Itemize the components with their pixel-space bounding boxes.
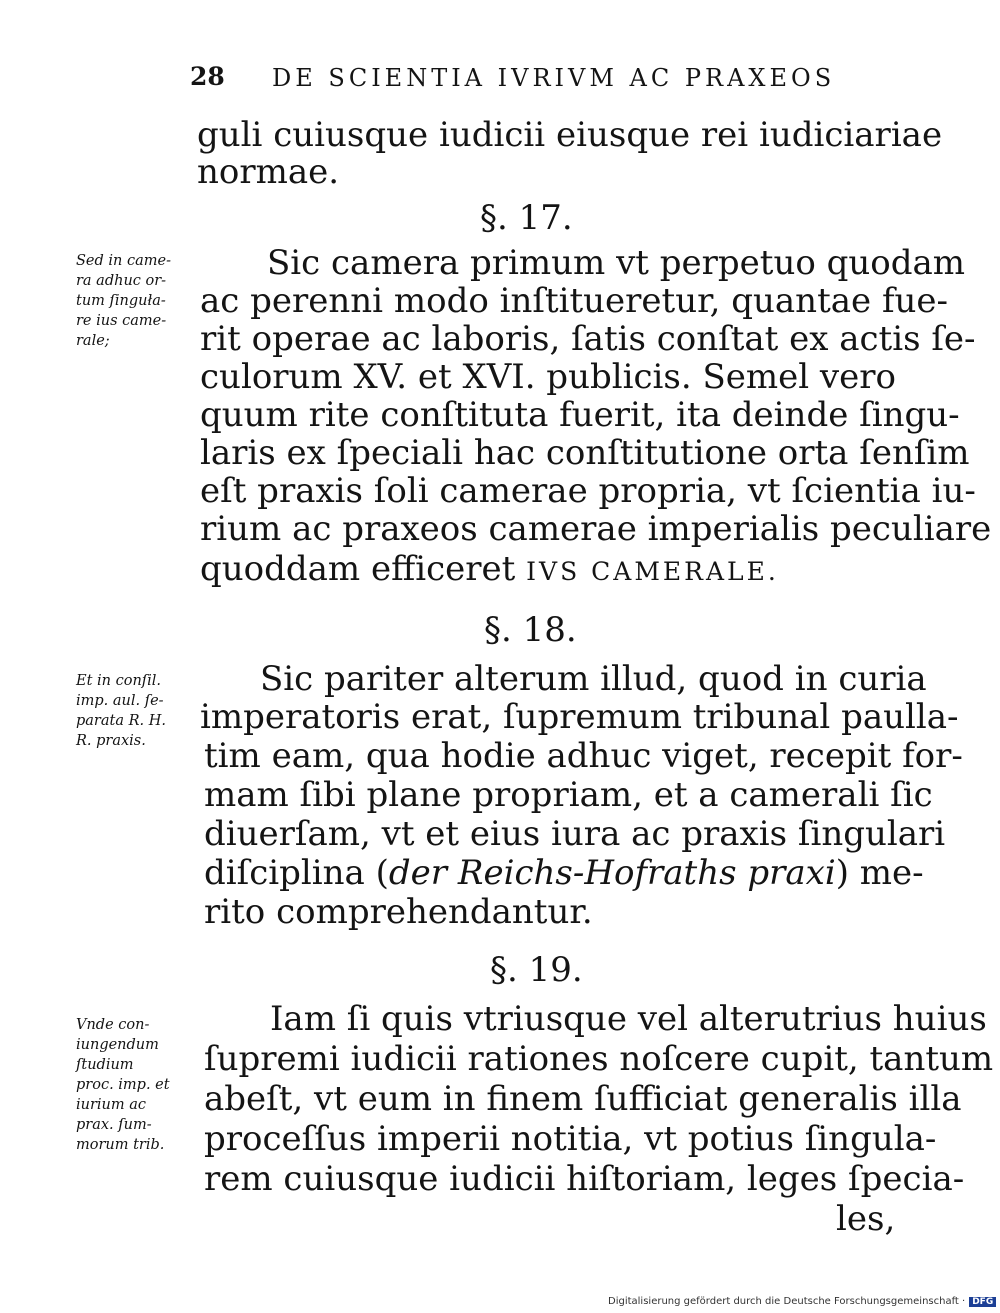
text-line: laris ex ſpeciali hac conſtitutione orta ſenſim	[200, 433, 970, 473]
section-heading: §. 19.	[490, 950, 583, 990]
margin-note-line: Vnde con-	[76, 1017, 150, 1033]
margin-note-line: Et in conſil.	[76, 673, 162, 689]
page-number: 28	[190, 62, 225, 91]
text-line: Sic pariter alterum illud, quod in curia	[260, 659, 927, 699]
text-line: les,	[836, 1199, 896, 1239]
section-heading: §. 17.	[480, 198, 573, 238]
margin-note-line: ſtudium	[76, 1057, 134, 1073]
margin-note-line: morum trib.	[76, 1137, 165, 1153]
margin-note-line: iurium ac	[76, 1097, 147, 1113]
margin-note-line: rale;	[76, 333, 110, 349]
italic-phrase: der Reichs-Hofraths praxi	[388, 853, 836, 893]
margin-note-line: parata R. H.	[76, 713, 166, 729]
text-line: Sic camera primum vt perpetuo quodam	[267, 243, 966, 283]
margin-note-line: proc. imp. et	[76, 1077, 170, 1093]
text-line: Iam ſi quis vtriusque vel alterutrius huius	[270, 999, 987, 1039]
text-line: culorum XV. et XVI. publicis. Semel vero	[200, 357, 896, 397]
text-line: quum rite conſtituta fuerit, ita deinde ſingu-	[200, 395, 960, 435]
text-line: rit operae ac laboris, ſatis conſtat ex actis ſe-	[200, 319, 976, 359]
margin-note-line: imp. aul. ſe-	[76, 693, 164, 709]
credit-text: Digitalisierung gefördert durch die Deutsche Forschungsgemeinschaft ·	[608, 1296, 966, 1307]
margin-note-line: Sed in came-	[76, 253, 171, 269]
text-run: diſciplina (	[204, 853, 389, 893]
text-line: mam ſibi plane propriam, et a camerali ſic	[204, 775, 933, 815]
text-line: imperatoris erat, ſupremum tribunal paulla-	[200, 697, 959, 737]
section-heading: §. 18.	[484, 610, 577, 650]
text-line: ſupremi iudicii rationes noſcere cupit, tantum	[204, 1039, 994, 1079]
text-line: tim eam, qua hodie adhuc viget, recepit for-	[204, 736, 963, 776]
text-line: proceſſus imperii notitia, vt potius ſingula-	[204, 1119, 937, 1159]
margin-note-line: R. praxis.	[76, 733, 146, 749]
margin-note-line: ra adhuc or-	[76, 273, 167, 289]
running-title: DE SCIENTIA IVRIVM AC PRAXEOS	[272, 64, 836, 92]
text-line: eſt praxis ſoli camerae propria, vt ſcientia iu-	[200, 471, 976, 511]
text-run: ) me-	[835, 853, 924, 893]
text-line: normae.	[197, 152, 340, 192]
text-run: quoddam efficeret	[200, 549, 527, 589]
margin-note-line: re ius came-	[76, 313, 167, 329]
text-line: ac perenni modo inſtitueretur, quantae fue-	[200, 281, 949, 321]
text-line: guli cuiusque iudicii eiusque rei iudiciariae	[197, 115, 943, 155]
text-line	[200, 550, 779, 591]
digitization-credit	[608, 1296, 996, 1307]
dfg-logo-icon: DFG	[969, 1297, 996, 1307]
text-line: rem cuiusque iudicii hiſtoriam, leges ſpecia-	[204, 1159, 965, 1199]
smallcaps-term: IVS CAMERALE.	[526, 557, 779, 586]
text-line: diuerſam, vt et eius iura ac praxis ſingulari	[204, 814, 946, 854]
text-line: rito comprehendantur.	[204, 892, 593, 932]
margin-note-line: iungendum	[76, 1037, 159, 1053]
text-line: rium ac praxeos camerae imperialis peculiare	[200, 509, 992, 549]
text-line	[204, 854, 924, 892]
margin-note-line: prax. ſum-	[76, 1117, 152, 1133]
text-line: abeſt, vt eum in finem ſufficiat generalis illa	[204, 1079, 962, 1119]
page-header	[190, 58, 836, 98]
margin-note-line: tum ſinguła-	[76, 293, 166, 309]
